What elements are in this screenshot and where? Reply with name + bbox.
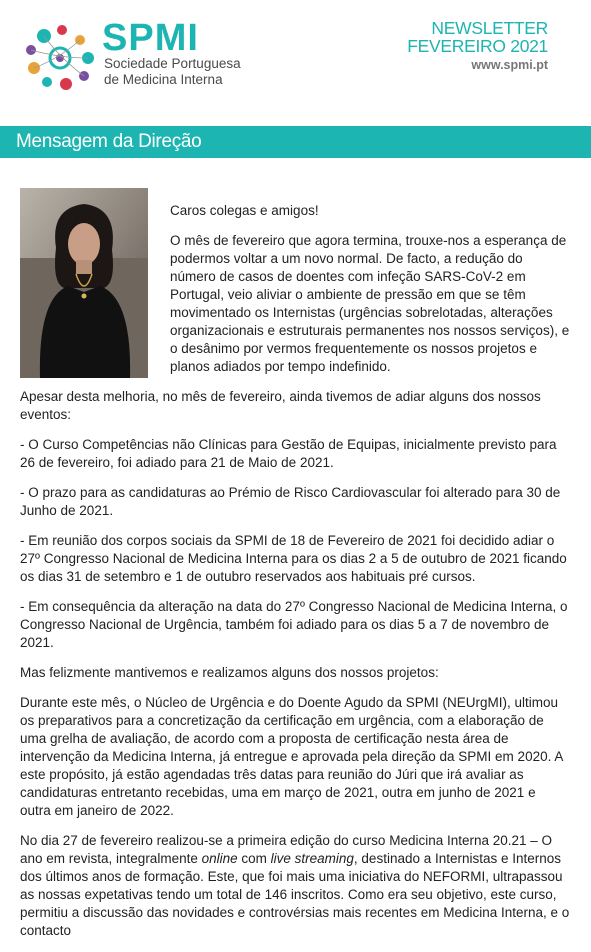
paragraph-9 (20, 832, 570, 940)
newsletter-info (407, 19, 548, 72)
director-photo (20, 188, 148, 378)
spmi-logo-mark-icon (22, 18, 102, 98)
paragraph-1: O mês de fevereiro que agora termina, trouxe-nos a esperança de podermos voltar a um novo normal. De facto, a redução do número de casos de doentes com infeção SARS-CoV-2 em Portugal, veio aliviar o ambiente de pressão em que se têm movimentado os Internistas (urgências sobrelotadas, alterações organizacionais e estruturais permanentes nos nossos serviços), e o desânimo por vermos frequentemente os nossos projetos e planos adiados por tempo indefinido. (170, 233, 570, 374)
paragraph-5: - Em reunião dos corpos sociais da SPMI de 18 de Fevereiro de 2021 foi decidido adiar o 27º Congresso Nacional de Medicina Interna para os dias 2 a 5 de outubro de 2021 ficando os dias 31 de setembro e 1 de outubro reservados aos habituais pré cursos. (20, 533, 567, 584)
paragraph-4: - O prazo para as candidaturas ao Prémio de Risco Cardiovascular foi alterado para 30 de Junho de 2021. (20, 485, 561, 518)
section-banner (0, 126, 591, 158)
message-body (20, 188, 570, 952)
paragraph-9-b: com (237, 851, 271, 866)
newsletter-header (0, 0, 591, 120)
section-title: Mensagem da Direção (16, 131, 202, 152)
paragraph-2: Apesar desta melhoria, no mês de fevereiro, ainda tivemos de adiar alguns dos nossos eventos: (20, 389, 541, 422)
paragraph-9-c: , destinado a Internistas e Internos dos últimos anos de formação. Este, que foi mais uma iniciativa do NEFORMI, ultrapassou as nossas expetativas tendo um total de 146 inscritos. Como era seu objetivo, este curso, permitiu a discussão das novidades e controvérsias mais recentes em Medicina Interna, e o contacto (20, 851, 570, 938)
paragraph-7: Mas felizmente mantivemos e realizamos alguns dos nossos projetos: (20, 665, 439, 680)
live-streaming-text: live streaming (270, 851, 354, 866)
paragraph-9-a: No dia 27 de fevereiro realizou-se a primeira edição do curso Medicina Interna 20.21 – O ano em revista, integralmente (20, 833, 553, 866)
greeting-text: Caros colegas e amigos! (170, 203, 319, 218)
website-link[interactable]: www.spmi.pt (471, 58, 548, 72)
newsletter-date: FEVEREIRO 2021 (407, 36, 548, 56)
newsletter-label: NEWSLETTER (431, 18, 548, 38)
brand-subtitle: Sociedade Portuguesa de Medicina Interna (104, 56, 241, 87)
paragraph-6: - Em consequência da alteração na data do 27º Congresso Nacional de Medicina Interna, o Congresso Nacional de Urgência, também foi adiado para os dias 5 a 7 de novembro de 2021. (20, 599, 568, 650)
online-text: online (201, 851, 238, 866)
brand-name: SPMI (102, 17, 199, 59)
paragraph-3: - O Curso Competências não Clínicas para Gestão de Equipas, inicialmente previsto para 26 de fevereiro, foi adiado para 21 de Maio de 2021. (20, 437, 557, 470)
paragraph-8: Durante este mês, o Núcleo de Urgência e do Doente Agudo da SPMI (NEUrgMI), ultimou os preparativos para a concretização da certificação em urgência, com a elaboração de uma grelha de avaliação, de acordo com a proposta de certificação nesta área de intervenção da Medicina Interna, já entregue e aprovada pela direção da SPMI em 2020. A este propósito, já estão agendadas três datas para reunião do Júri que irá avaliar as candidaturas entretanto recebidas, uma em março de 2021, outra em junho de 2021 e outra em janeiro de 2022. (20, 695, 563, 818)
spmi-logo[interactable] (22, 17, 241, 98)
